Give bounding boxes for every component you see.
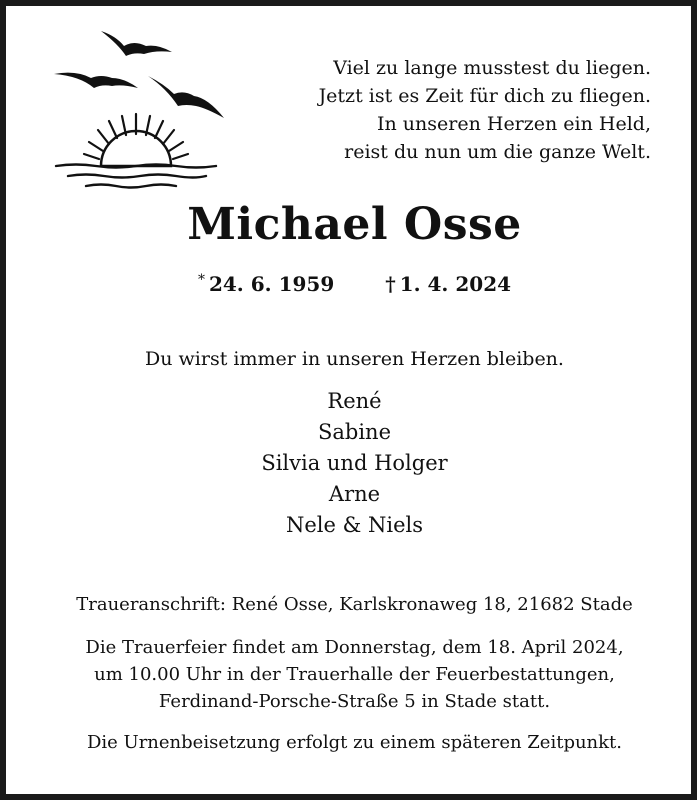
deceased-name: Michael Osse [187, 199, 522, 250]
memorial-phrase: Du wirst immer in unseren Herzen bleiben. [145, 348, 564, 370]
poem-line: reist du nun um die ganze Welt. [344, 141, 651, 163]
poem-line: Viel zu lange musstest du liegen. [333, 57, 651, 79]
ceremony-line: um 10.00 Uhr in der Trauerhalle der Feuerbestattungen, [94, 664, 615, 685]
mourner-name: René [327, 389, 382, 413]
mourners-list [6, 386, 697, 541]
ceremony-line: Die Trauerfeier findet am Donnerstag, dem 18. April 2024, [85, 637, 624, 658]
mourner-name: Silvia und Holger [261, 451, 448, 475]
poem [231, 54, 651, 166]
birth-date-group [198, 272, 334, 296]
mourner-name: Nele & Niels [285, 513, 423, 537]
ceremony-line: Ferdinand-Porsche-Straße 5 in Stade statt. [158, 691, 551, 712]
life-dates [6, 272, 697, 296]
death-date-group [385, 272, 511, 296]
urn-burial-notice: Die Urnenbeisetzung erfolgt zu einem späteren Zeitpunkt. [86, 732, 623, 753]
seagull-icon [101, 31, 172, 56]
mourning-address: Traueranschrift: René Osse, Karlskronaweg 18, 21682 Stade [76, 594, 633, 615]
poem-line: In unseren Herzen ein Held, [377, 113, 651, 135]
seagull-icon [54, 73, 138, 88]
seagulls-sunset-icon [46, 26, 236, 196]
birth-date: 24. 6. 1959 [208, 272, 335, 296]
birth-symbol: * [197, 272, 205, 288]
poem-line: Jetzt ist es Zeit für dich zu fliegen. [318, 85, 651, 107]
death-date: 1. 4. 2024 [399, 272, 512, 296]
mourner-name: Arne [328, 482, 381, 506]
ceremony-info [6, 634, 697, 715]
mourner-name: Sabine [317, 420, 392, 444]
death-symbol: † [385, 272, 396, 296]
seagull-icon [148, 76, 224, 118]
